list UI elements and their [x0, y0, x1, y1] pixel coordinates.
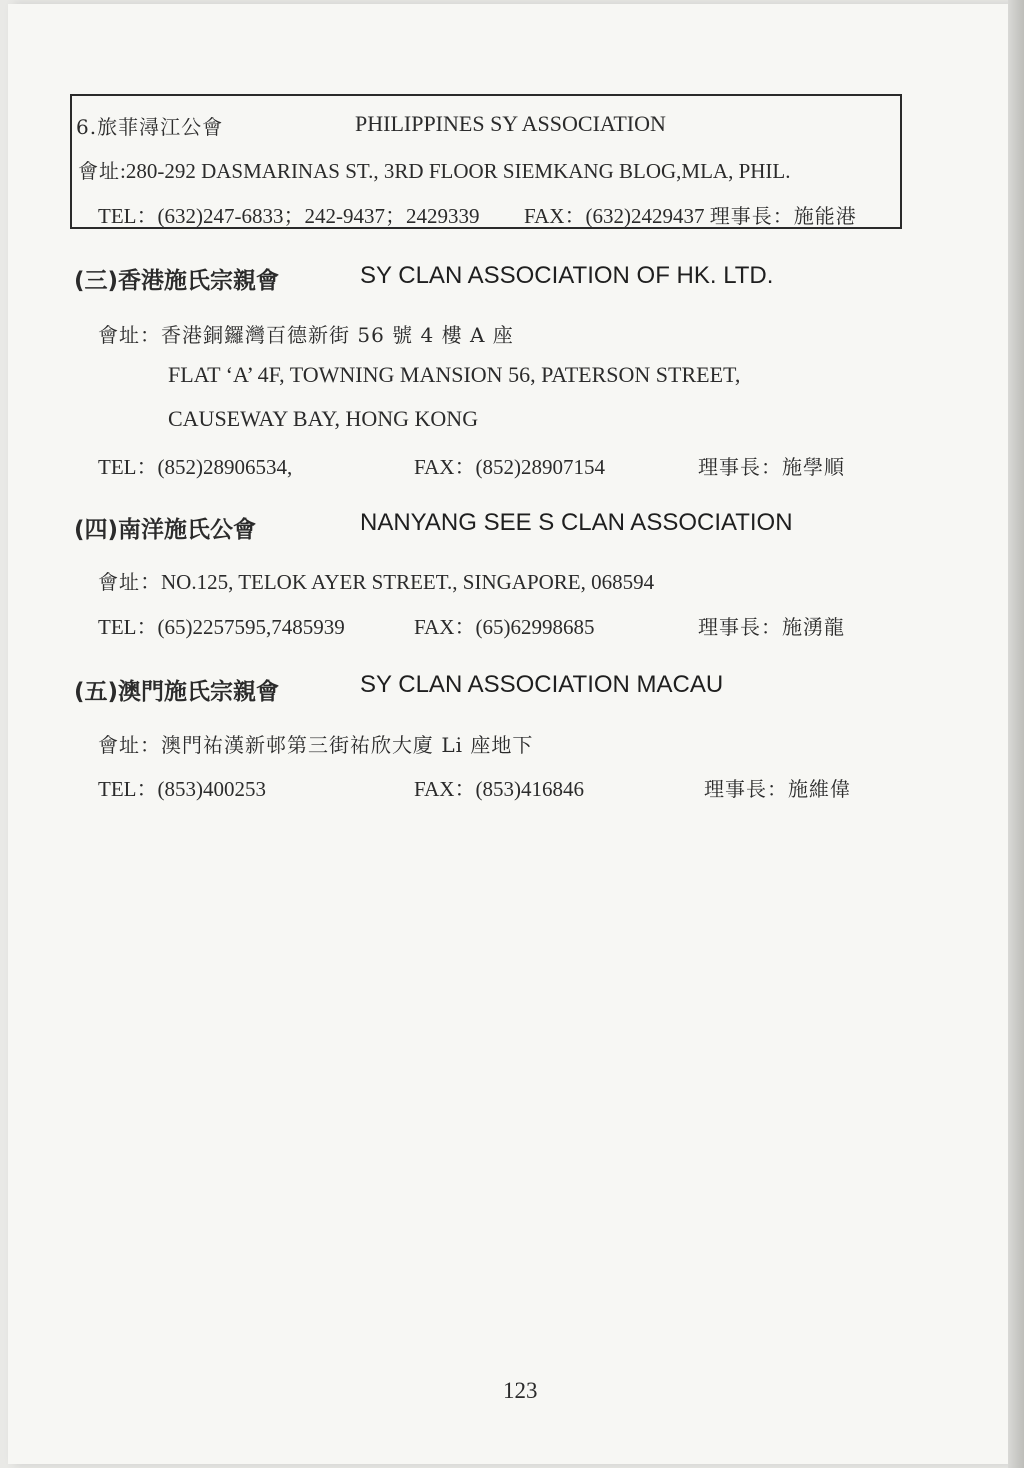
chair-label: 理事長 — [704, 777, 767, 801]
section4-fax-line: FAX：(65)62998685 — [414, 615, 595, 639]
section4-title-en: NANYANG SEE S CLAN ASSOCIATION — [360, 509, 793, 536]
section5-address: 澳門祐漢新邨第三街祐欣大廈 Li 座地下 — [161, 733, 534, 757]
section3-address-zh: 香港銅鑼灣百德新街 56 號 4 樓 A 座 — [161, 323, 514, 347]
section5-address-line: 會址：澳門祐漢新邨第三街祐欣大廈 Li 座地下 — [98, 733, 534, 757]
section5-fax-line: FAX：(853)416846 — [414, 777, 584, 801]
page-number: 123 — [503, 1378, 538, 1403]
tel-label: TEL — [98, 615, 137, 639]
tel-label: TEL — [98, 204, 137, 228]
fax-label: FAX — [414, 777, 455, 801]
address-label: 會址 — [98, 733, 140, 757]
section5-tel-line: TEL：(853)400253 — [98, 777, 266, 801]
section3-title-en: SY CLAN ASSOCIATION OF HK. LTD. — [360, 262, 774, 289]
section4-address-line: 會址：NO.125, TELOK AYER STREET., SINGAPORE, 068594 — [98, 570, 655, 594]
section3-fax-line: FAX：(852)28907154 — [414, 455, 605, 479]
section3-tel: (852)28906534, — [157, 455, 293, 479]
address-label: 會址 — [98, 570, 140, 594]
section5-chair-line: 理事長：施維偉 — [704, 777, 851, 801]
section6-fax: (632)2429437 — [585, 204, 705, 228]
tel-label: TEL — [98, 777, 137, 801]
fax-label: FAX — [524, 204, 565, 228]
chair-label: 理事長 — [709, 204, 773, 228]
section4-tel-line: TEL：(65)2257595,7485939 — [98, 615, 345, 639]
section3-address-en-2: CAUSEWAY BAY, HONG KONG — [168, 406, 479, 431]
section5-fax: (853)416846 — [475, 777, 584, 801]
section4-title-zh: (四)南洋施氏公會 — [74, 517, 257, 543]
section6-title-zh-text: 6.旅菲潯江公會 — [76, 115, 224, 139]
chair-label: 理事長 — [698, 455, 761, 479]
section3-tel-line: TEL：(852)28906534, — [98, 455, 293, 479]
section4-fax: (65)62998685 — [475, 615, 595, 639]
section3-address-zh-line: 會址：香港銅鑼灣百德新街 56 號 4 樓 A 座 — [98, 323, 514, 347]
section6-contact-line: TEL：(632)247-6833；242-9437；2429339 — [98, 204, 480, 228]
fax-label: FAX — [414, 615, 455, 639]
tel-label: TEL — [98, 455, 137, 479]
section6-title-zh — [76, 111, 223, 140]
page-edge — [1008, 0, 1024, 1468]
section4-chair-line: 理事長：施湧龍 — [698, 615, 845, 639]
section5-title-en: SY CLAN ASSOCIATION MACAU — [360, 671, 724, 698]
section5-chair: 施維偉 — [788, 777, 851, 801]
chair-label: 理事長 — [698, 615, 761, 639]
address-label: 會址 — [98, 323, 140, 347]
section6-fax-line: FAX：(632)2429437 理事長：施能港 — [524, 204, 857, 228]
section6-address-line: 會址:280-292 DASMARINAS ST., 3RD FLOOR SIEMKANG BLOG,MLA, PHIL. — [78, 159, 791, 183]
section5-tel: (853)400253 — [157, 777, 266, 801]
section4-address: NO.125, TELOK AYER STREET., SINGAPORE, 068594 — [161, 570, 655, 594]
section4-tel: (65)2257595,7485939 — [157, 615, 345, 639]
section6-title-en: PHILIPPINES SY ASSOCIATION — [355, 111, 666, 136]
section3-title-zh: (三)香港施氏宗親會 — [74, 268, 280, 294]
section5-title-zh: (五)澳門施氏宗親會 — [74, 679, 280, 705]
section3-chair: 施學順 — [782, 455, 845, 479]
section6-chair: 施能港 — [793, 204, 857, 228]
section6-tel: (632)247-6833；242-9437；2429339 — [157, 204, 480, 228]
section4-chair: 施湧龍 — [782, 615, 845, 639]
section3-fax: (852)28907154 — [475, 455, 605, 479]
section6-address: 280-292 DASMARINAS ST., 3RD FLOOR SIEMKANG BLOG,MLA, PHIL. — [125, 159, 791, 183]
fax-label: FAX — [414, 455, 455, 479]
address-label: 會址 — [78, 159, 120, 183]
section3-address-en-1: FLAT ‘A’ 4F, TOWNING MANSION 56, PATERSON STREET, — [168, 362, 741, 387]
section3-chair-line: 理事長：施學順 — [698, 455, 845, 479]
